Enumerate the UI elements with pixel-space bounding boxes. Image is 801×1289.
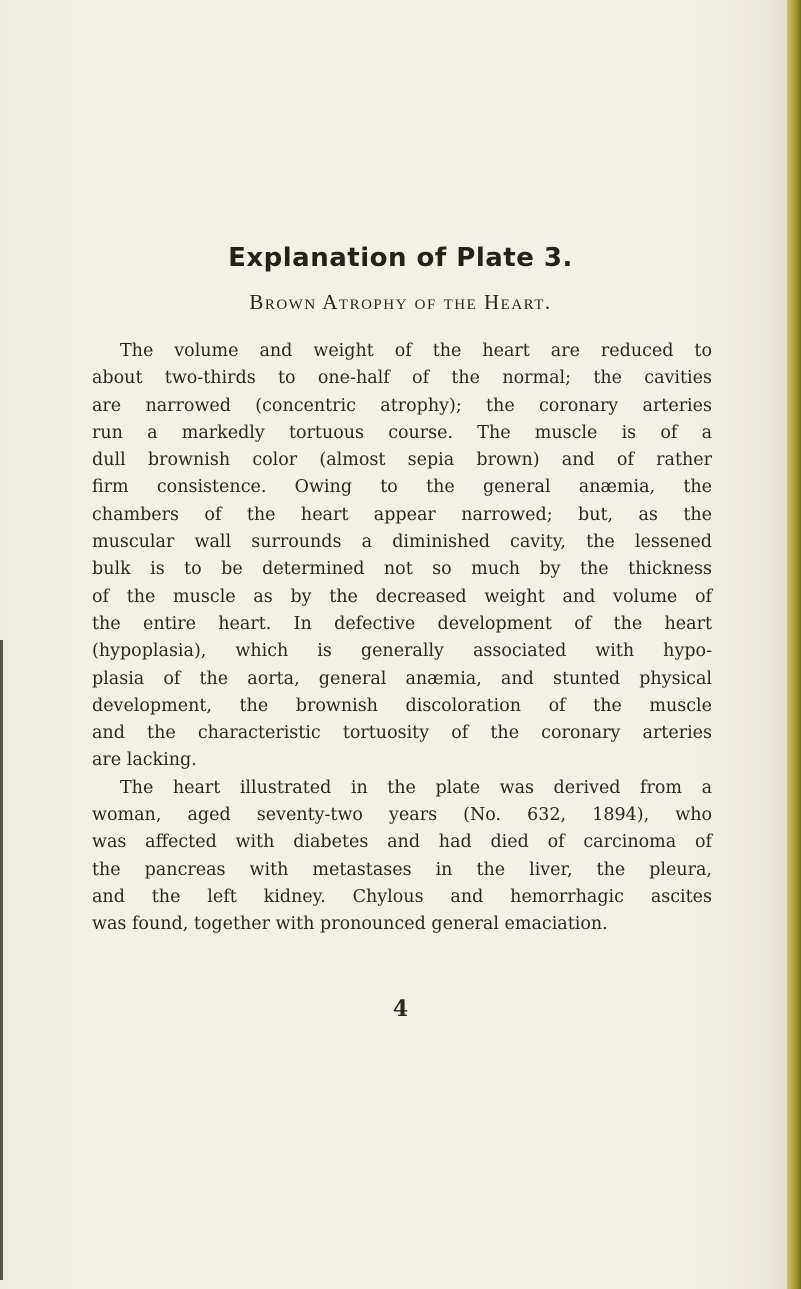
text-line: bulk is to be determined not so much by the thickness xyxy=(92,559,712,580)
text-line: The heart illustrated in the plate was derived from a xyxy=(120,777,712,798)
text-line: are lacking. xyxy=(92,750,197,771)
text-line: The volume and weight of the heart are reduced to xyxy=(120,341,712,361)
text-line: the pancreas with metastases in the liver, the pleura, xyxy=(92,859,712,880)
text-line: are narrowed (concentric atrophy); the coronary arteries xyxy=(92,395,712,416)
text-line: run a markedly tortuous course. The muscle is of a xyxy=(92,422,712,443)
page-number: 4 xyxy=(392,996,409,1022)
text-line: (hypoplasia), which is generally associated with hypo- xyxy=(92,641,712,662)
text-line: was affected with diabetes and had died of carcinoma of xyxy=(92,832,712,853)
text-line: chambers of the heart appear narrowed; but, as the xyxy=(92,504,712,525)
paragraph-1 xyxy=(92,338,712,775)
page-title: Explanation of Plate 3. xyxy=(228,243,573,273)
page-edge-left xyxy=(0,640,3,1280)
body-text xyxy=(92,338,712,939)
text-line: the entire heart. In defective development of the heart xyxy=(92,613,712,634)
paragraph-2 xyxy=(92,775,712,939)
page-edge-right xyxy=(787,0,801,1289)
text-line: muscular wall surrounds a diminished cavity, the lessened xyxy=(92,532,712,553)
text-line: development, the brownish discoloration of the muscle xyxy=(92,695,712,716)
text-line: firm consistence. Owing to the general anæmia, the xyxy=(92,477,712,498)
text-line: dull brownish color (almost sepia brown) and of rather xyxy=(92,450,712,471)
page-subtitle: Brown Atrophy of the Heart. xyxy=(249,290,552,314)
text-line: about two-thirds to one-half of the normal; the cavities xyxy=(92,368,712,389)
text-line: and the left kidney. Chylous and hemorrhagic ascites xyxy=(92,886,712,907)
text-line: and the characteristic tortuosity of the coronary arteries xyxy=(92,723,712,744)
text-line: of the muscle as by the decreased weight and volume of xyxy=(92,586,712,607)
text-line: plasia of the aorta, general anæmia, and stunted physical xyxy=(92,668,712,689)
text-line: woman, aged seventy-two years (No. 632, 1894), who xyxy=(92,805,712,826)
text-line: was found, together with pronounced general emaciation. xyxy=(92,914,608,935)
